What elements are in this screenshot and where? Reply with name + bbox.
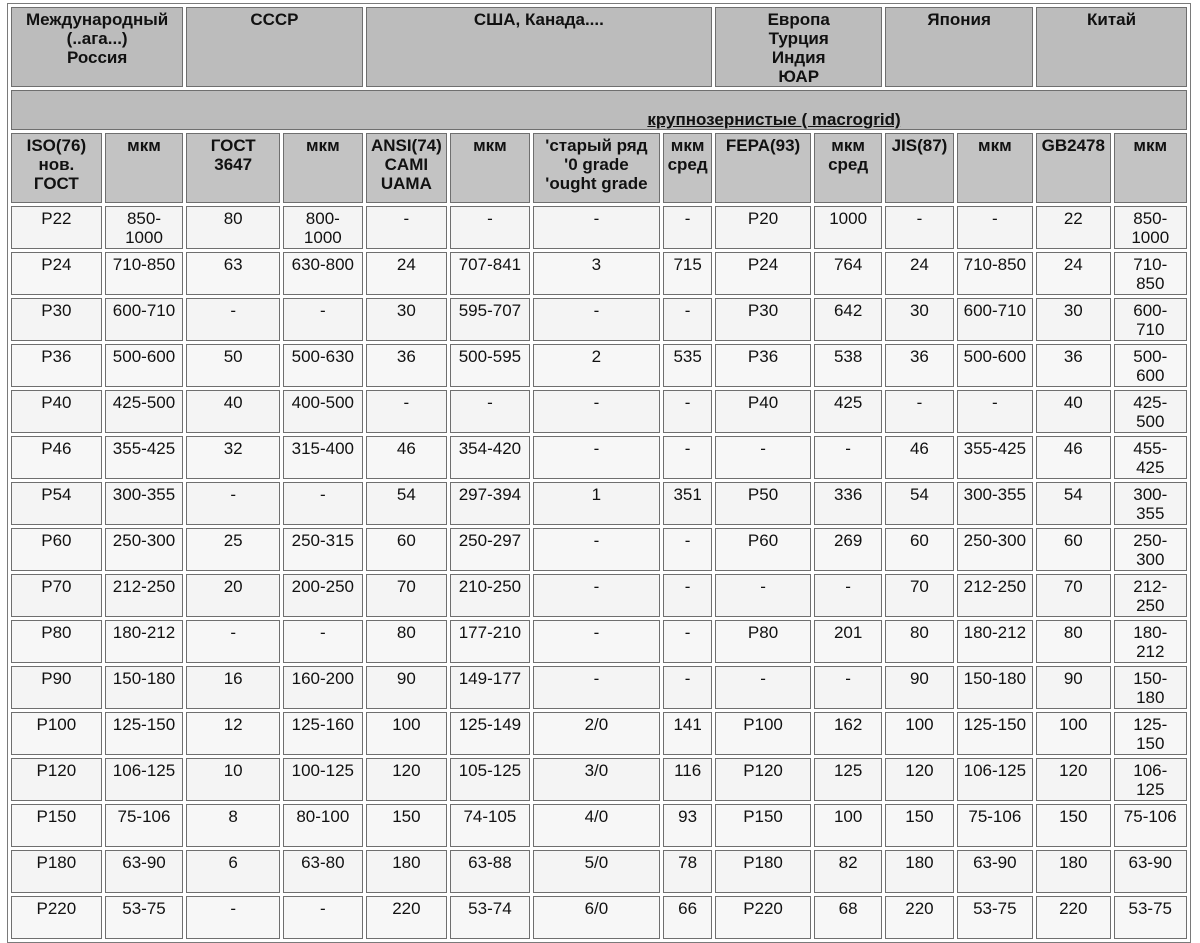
column-header: мкм: [450, 133, 530, 203]
table-cell: P40: [715, 390, 811, 433]
column-header-row: [11, 133, 1187, 203]
table-row: [11, 804, 1187, 847]
table-cell: -: [366, 390, 448, 433]
table-cell: 63-90: [957, 850, 1033, 893]
table-cell: 710-850: [105, 252, 184, 295]
table-cell: 250-300: [957, 528, 1033, 571]
column-header: ISO(76) нов. ГОСТ: [11, 133, 102, 203]
table-cell: 120: [885, 758, 953, 801]
table-cell: 63-80: [283, 850, 363, 893]
region-ussr: СССР: [186, 7, 362, 87]
table-cell: -: [814, 436, 882, 479]
table-cell: 120: [366, 758, 448, 801]
table-row: [11, 574, 1187, 617]
table-cell: 150-180: [957, 666, 1033, 709]
table-cell: 68: [814, 896, 882, 939]
table-cell: 250- 300: [1114, 528, 1188, 571]
table-cell: 710-850: [957, 252, 1033, 295]
table-cell: 46: [885, 436, 953, 479]
section-cell: [11, 90, 1187, 130]
table-cell: 22: [1036, 206, 1110, 249]
table-cell: 60: [885, 528, 953, 571]
table-cell: 75-106: [1114, 804, 1188, 847]
table-cell: 850- 1000: [105, 206, 184, 249]
table-row: [11, 436, 1187, 479]
table-cell: 80: [186, 206, 280, 249]
table-cell: 595-707: [450, 298, 530, 341]
table-cell: -: [663, 390, 712, 433]
table-cell: 36: [1036, 344, 1110, 387]
table-cell: 4/0: [533, 804, 660, 847]
table-cell: P100: [11, 712, 102, 755]
table-cell: 6/0: [533, 896, 660, 939]
table-cell: 105-125: [450, 758, 530, 801]
table-cell: 538: [814, 344, 882, 387]
table-cell: 800- 1000: [283, 206, 363, 249]
table-cell: P22: [11, 206, 102, 249]
table-cell: 425: [814, 390, 882, 433]
table-cell: 53-74: [450, 896, 530, 939]
table-cell: -: [663, 436, 712, 479]
table-cell: 74-105: [450, 804, 530, 847]
table-cell: -: [715, 436, 811, 479]
table-cell: 116: [663, 758, 712, 801]
column-header: мкм: [957, 133, 1033, 203]
table-cell: 180: [1036, 850, 1110, 893]
column-header: 'старый ряд '0 grade 'ought grade: [533, 133, 660, 203]
column-header: мкм сред: [663, 133, 712, 203]
table-cell: 220: [366, 896, 448, 939]
table-cell: 250-315: [283, 528, 363, 571]
table-row: [11, 850, 1187, 893]
table-cell: 160-200: [283, 666, 363, 709]
table-cell: 53-75: [1114, 896, 1188, 939]
table-cell: 30: [366, 298, 448, 341]
table-cell: -: [533, 666, 660, 709]
column-header: мкм: [283, 133, 363, 203]
table-cell: 125-160: [283, 712, 363, 755]
table-cell: -: [663, 620, 712, 663]
table-cell: P40: [11, 390, 102, 433]
table-row: [11, 344, 1187, 387]
table-cell: 3/0: [533, 758, 660, 801]
table-cell: -: [957, 390, 1033, 433]
table-cell: 80-100: [283, 804, 363, 847]
table-cell: -: [186, 482, 280, 525]
column-header: ANSI(74) CAMI UAMA: [366, 133, 448, 203]
table-cell: P46: [11, 436, 102, 479]
table-cell: 180-212: [105, 620, 184, 663]
table-cell: 90: [1036, 666, 1110, 709]
table-cell: 63-90: [1114, 850, 1188, 893]
table-cell: 715: [663, 252, 712, 295]
table-cell: -: [186, 298, 280, 341]
table-cell: 75-106: [957, 804, 1033, 847]
table-cell: 40: [1036, 390, 1110, 433]
table-cell: 125-150: [105, 712, 184, 755]
table-cell: -: [283, 482, 363, 525]
table-cell: 125-149: [450, 712, 530, 755]
table-cell: 5/0: [533, 850, 660, 893]
table-cell: 125-150: [957, 712, 1033, 755]
table-cell: -: [715, 666, 811, 709]
table-cell: -: [957, 206, 1033, 249]
table-cell: 210-250: [450, 574, 530, 617]
table-cell: 63-88: [450, 850, 530, 893]
table-cell: 25: [186, 528, 280, 571]
region-japan: Япония: [885, 7, 1033, 87]
table-cell: 78: [663, 850, 712, 893]
table-cell: 220: [885, 896, 953, 939]
table-cell: 150: [366, 804, 448, 847]
table-cell: 351: [663, 482, 712, 525]
table-cell: 150: [885, 804, 953, 847]
table-cell: 100: [366, 712, 448, 755]
table-cell: 1: [533, 482, 660, 525]
table-cell: P54: [11, 482, 102, 525]
table-cell: P150: [715, 804, 811, 847]
table-cell: -: [533, 436, 660, 479]
table-cell: 106-125: [957, 758, 1033, 801]
table-cell: 80: [885, 620, 953, 663]
column-header: мкм сред: [814, 133, 882, 203]
table-cell: 180- 212: [1114, 620, 1188, 663]
table-cell: P20: [715, 206, 811, 249]
region-usa-canada: США, Канада....: [366, 7, 713, 87]
table-cell: 106-125: [105, 758, 184, 801]
table-cell: 336: [814, 482, 882, 525]
table-cell: -: [450, 390, 530, 433]
table-cell: 180: [885, 850, 953, 893]
table-cell: 36: [366, 344, 448, 387]
region-europe: Европа Турция Индия ЮАР: [715, 7, 882, 87]
region-header-row: [11, 7, 1187, 87]
table-cell: -: [533, 620, 660, 663]
table-cell: P30: [715, 298, 811, 341]
table-cell: 149-177: [450, 666, 530, 709]
table-cell: P120: [715, 758, 811, 801]
table-cell: P100: [715, 712, 811, 755]
table-cell: 250-300: [105, 528, 184, 571]
region-international: Международный (..ага...) Россия: [11, 7, 183, 87]
table-cell: -: [814, 666, 882, 709]
table-cell: 269: [814, 528, 882, 571]
table-cell: P70: [11, 574, 102, 617]
table-cell: 177-210: [450, 620, 530, 663]
table-cell: 162: [814, 712, 882, 755]
table-cell: P80: [715, 620, 811, 663]
table-cell: 150- 180: [1114, 666, 1188, 709]
column-header: FEPA(93): [715, 133, 811, 203]
table-cell: -: [533, 390, 660, 433]
table-cell: 125- 150: [1114, 712, 1188, 755]
table-cell: P80: [11, 620, 102, 663]
table-row: [11, 620, 1187, 663]
table-cell: 60: [366, 528, 448, 571]
table-cell: -: [885, 390, 953, 433]
table-cell: 125: [814, 758, 882, 801]
table-cell: 100: [885, 712, 953, 755]
table-cell: 70: [1036, 574, 1110, 617]
table-cell: -: [663, 528, 712, 571]
table-cell: 535: [663, 344, 712, 387]
section-title: крупнозернистые ( macrogrid): [647, 110, 901, 129]
table-cell: 54: [885, 482, 953, 525]
table-cell: -: [533, 298, 660, 341]
table-cell: 100-125: [283, 758, 363, 801]
table-cell: 355-425: [105, 436, 184, 479]
table-cell: -: [533, 528, 660, 571]
table-cell: 425-500: [105, 390, 184, 433]
table-cell: 455- 425: [1114, 436, 1188, 479]
table-cell: P24: [11, 252, 102, 295]
table-cell: 141: [663, 712, 712, 755]
table-cell: -: [283, 298, 363, 341]
table-cell: -: [663, 574, 712, 617]
table-row: [11, 758, 1187, 801]
region-china: Китай: [1036, 7, 1187, 87]
table-cell: 70: [366, 574, 448, 617]
table-cell: P90: [11, 666, 102, 709]
column-header: мкм: [1114, 133, 1188, 203]
table-cell: 642: [814, 298, 882, 341]
table-cell: 315-400: [283, 436, 363, 479]
table-cell: 120: [1036, 758, 1110, 801]
table-cell: 300-355: [105, 482, 184, 525]
table-cell: P180: [11, 850, 102, 893]
table-row: [11, 206, 1187, 249]
table-row: [11, 896, 1187, 939]
table-cell: 32: [186, 436, 280, 479]
column-header: JIS(87): [885, 133, 953, 203]
table-row: [11, 252, 1187, 295]
table-cell: 425- 500: [1114, 390, 1188, 433]
table-cell: -: [715, 574, 811, 617]
table-cell: 36: [885, 344, 953, 387]
table-row: [11, 390, 1187, 433]
table-cell: 100: [1036, 712, 1110, 755]
table-cell: 54: [366, 482, 448, 525]
table-cell: 212-250: [105, 574, 184, 617]
table-cell: 106- 125: [1114, 758, 1188, 801]
table-cell: P24: [715, 252, 811, 295]
table-cell: -: [283, 620, 363, 663]
table-cell: 53-75: [105, 896, 184, 939]
table-cell: 600-710: [105, 298, 184, 341]
table-cell: -: [663, 298, 712, 341]
table-cell: 50: [186, 344, 280, 387]
table-cell: 250-297: [450, 528, 530, 571]
table-cell: -: [533, 206, 660, 249]
table-cell: 60: [1036, 528, 1110, 571]
table-cell: 212- 250: [1114, 574, 1188, 617]
table-cell: -: [186, 620, 280, 663]
table-cell: 850- 1000: [1114, 206, 1188, 249]
table-cell: 54: [1036, 482, 1110, 525]
table-cell: 300-355: [957, 482, 1033, 525]
table-cell: 70: [885, 574, 953, 617]
table-cell: 100: [814, 804, 882, 847]
table-cell: 2/0: [533, 712, 660, 755]
table-cell: 500- 600: [1114, 344, 1188, 387]
table-cell: P180: [715, 850, 811, 893]
table-cell: 300- 355: [1114, 482, 1188, 525]
table-cell: 80: [1036, 620, 1110, 663]
table-cell: P50: [715, 482, 811, 525]
table-cell: -: [450, 206, 530, 249]
table-cell: 400-500: [283, 390, 363, 433]
table-cell: P220: [11, 896, 102, 939]
table-cell: 201: [814, 620, 882, 663]
table-cell: 10: [186, 758, 280, 801]
table-cell: -: [366, 206, 448, 249]
table-cell: -: [533, 574, 660, 617]
table-cell: P30: [11, 298, 102, 341]
table-cell: 24: [885, 252, 953, 295]
table-cell: 150-180: [105, 666, 184, 709]
table-cell: -: [663, 666, 712, 709]
table-cell: 90: [366, 666, 448, 709]
table-cell: 500-630: [283, 344, 363, 387]
table-cell: 500-595: [450, 344, 530, 387]
table-row: [11, 482, 1187, 525]
table-cell: 2: [533, 344, 660, 387]
table-cell: 500-600: [105, 344, 184, 387]
table-cell: 710- 850: [1114, 252, 1188, 295]
table-cell: 354-420: [450, 436, 530, 479]
column-header: GB2478: [1036, 133, 1110, 203]
table-cell: 40: [186, 390, 280, 433]
table-cell: 80: [366, 620, 448, 663]
table-cell: 75-106: [105, 804, 184, 847]
table-cell: -: [663, 206, 712, 249]
section-row: [11, 90, 1187, 130]
table-cell: 46: [366, 436, 448, 479]
table-cell: 90: [885, 666, 953, 709]
table-cell: 500-600: [957, 344, 1033, 387]
table-cell: 63-90: [105, 850, 184, 893]
table-cell: 150: [1036, 804, 1110, 847]
table-cell: 220: [1036, 896, 1110, 939]
table-cell: 30: [1036, 298, 1110, 341]
table-cell: -: [814, 574, 882, 617]
table-cell: 297-394: [450, 482, 530, 525]
table-cell: 24: [366, 252, 448, 295]
table-row: [11, 298, 1187, 341]
table-cell: 63: [186, 252, 280, 295]
table-cell: 53-75: [957, 896, 1033, 939]
table-cell: P36: [715, 344, 811, 387]
table-cell: -: [885, 206, 953, 249]
table-cell: 707-841: [450, 252, 530, 295]
table-cell: -: [186, 896, 280, 939]
table-cell: P120: [11, 758, 102, 801]
table-cell: 1000: [814, 206, 882, 249]
table-row: [11, 528, 1187, 571]
table-cell: 93: [663, 804, 712, 847]
table-cell: 24: [1036, 252, 1110, 295]
column-header: ГОСТ 3647: [186, 133, 280, 203]
table-cell: P60: [715, 528, 811, 571]
table-cell: 200-250: [283, 574, 363, 617]
table-cell: 46: [1036, 436, 1110, 479]
grit-comparison-table: [7, 3, 1191, 943]
table-cell: P150: [11, 804, 102, 847]
table-cell: 764: [814, 252, 882, 295]
table-cell: 6: [186, 850, 280, 893]
table-cell: 3: [533, 252, 660, 295]
table-cell: 82: [814, 850, 882, 893]
column-header: мкм: [105, 133, 184, 203]
table-cell: 600- 710: [1114, 298, 1188, 341]
table-cell: 355-425: [957, 436, 1033, 479]
table-cell: 12: [186, 712, 280, 755]
table-cell: 180: [366, 850, 448, 893]
table-cell: 30: [885, 298, 953, 341]
table-cell: 212-250: [957, 574, 1033, 617]
table-cell: 180-212: [957, 620, 1033, 663]
table-cell: 16: [186, 666, 280, 709]
table-cell: P36: [11, 344, 102, 387]
table-cell: 66: [663, 896, 712, 939]
table-cell: 20: [186, 574, 280, 617]
table-cell: 630-800: [283, 252, 363, 295]
table-cell: P220: [715, 896, 811, 939]
table-cell: -: [283, 896, 363, 939]
table-row: [11, 666, 1187, 709]
table-cell: P60: [11, 528, 102, 571]
table-cell: 600-710: [957, 298, 1033, 341]
table-row: [11, 712, 1187, 755]
table-cell: 8: [186, 804, 280, 847]
